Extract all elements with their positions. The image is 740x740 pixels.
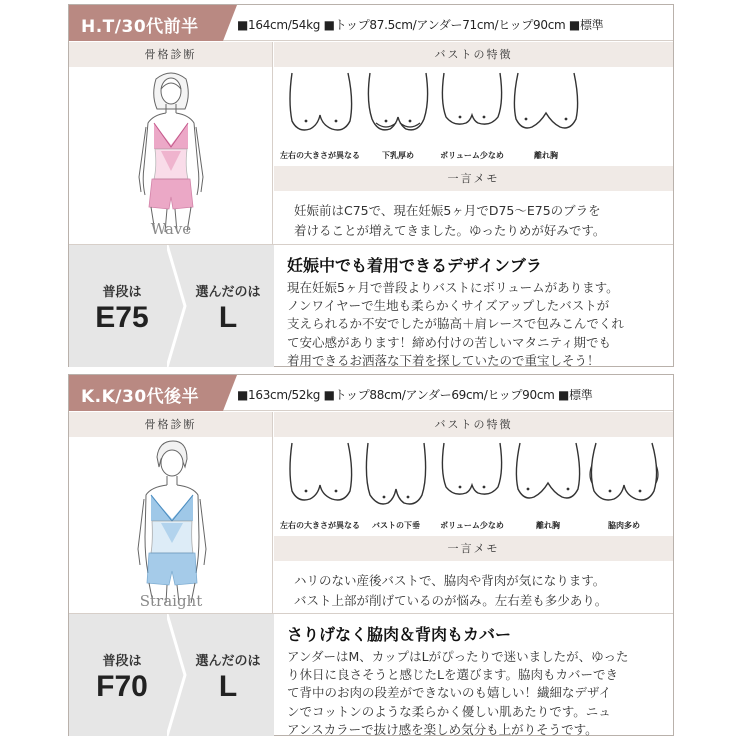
size-panel [69,245,274,367]
review-line: 現在妊娠5ヶ月で普段よりバストにボリュームがあります。 [287,280,619,295]
profile-name: H.T/30代前半 [81,17,199,37]
bust-illustrations [274,67,673,166]
memo-heading: 一言メモ [274,536,673,561]
profile-name: K.K/30代後半 [81,387,200,407]
review-line: ンでコットンのような柔らかく優しい肌あたりです。ニュ [287,703,611,719]
size-review-section [69,244,673,367]
memo-line: 着けることが増えてきました。ゆったりめが好みです。 [294,223,606,238]
bust-icon [510,71,582,153]
chosen-size-value: L [218,301,238,334]
bust-trait-label: 下乳厚め [382,151,414,160]
review-body [287,648,667,739]
chosen-size-value: L [218,670,238,703]
bust-column [274,412,673,613]
review [287,622,667,739]
review-line: アンスカラーで抜け感を楽しめ気分も上がりそうです。 [287,721,598,737]
profile-card-1 [68,4,674,367]
review-title: さりげなく脇肉＆背肉もカバー [287,625,512,644]
memo-line: ハリのない産後バストで、脇肉や背肉が気になります。 [294,573,606,588]
review-line: ノンワイヤーで生地も柔らかくサイズアップしたバストが [287,298,610,314]
skeleton-column [69,412,273,613]
bust-trait-label: 脇肉多め [608,521,640,530]
skeleton-heading: 骨格診断 [69,42,272,67]
review-line: アンダーはM、カップはLがぴったりで迷いましたが、ゆった [287,649,629,664]
name-tab [69,5,223,41]
memo-text [274,191,673,241]
review-line: 支えられるか不安でしたが脇高＋肩レースで包みこんでくれ [287,316,624,332]
bust-column [274,42,673,244]
bust-heading: バストの特徴 [274,42,673,67]
size-panel [69,614,274,736]
body-figure [69,437,272,611]
chevron-right-icon [167,245,187,367]
body-spec: ■163cm/52kg ■トップ88cm/アンダー69cm/ヒップ90cm ■標準 [237,388,593,402]
chosen-size-label: 選んだのは [195,654,261,669]
skeleton-heading: 骨格診断 [69,412,272,437]
skeleton-type: Straight [139,592,203,610]
bust-icon [436,441,508,523]
review-body [287,279,667,370]
usual-size-value: E75 [95,301,149,334]
bust-trait-label: バストの下垂 [372,521,420,530]
skeleton-type: Wave [150,220,192,238]
profile-header [69,375,673,411]
review-line: て安心感があります！締め付けの苦しいマタニティ期でも [287,334,612,350]
woman-figure-illustration [69,67,273,244]
usual-size-value: F70 [96,670,148,703]
bust-icon [284,441,356,523]
bust-icon [588,441,660,523]
memo-heading: 一言メモ [274,166,673,191]
profile-card-2 [68,374,674,736]
bust-trait-label: 離れ胸 [534,151,558,160]
usual-size-label: 普段は [102,654,142,669]
bust-trait-label: 左右の大きさが異なる [280,151,360,160]
skeleton-column [69,42,273,244]
name-tab [69,375,223,411]
review-line: て背中のお肉の段差ができないのも嬉しい！繊細なデザイ [287,685,612,701]
review-line: 着用できるお洒落な下着を探していたので重宝しそう！ [287,352,600,368]
review [287,253,667,370]
bust-trait-label: ボリューム少なめ [440,521,504,530]
review-line: り休日に良さそうと感じたLを選びます。脇肉もカバーでき [287,667,618,683]
review-title: 妊娠中でも着用できるデザインブラ [287,256,542,275]
memo-line: 妊娠前はC75で、現在妊娠5ヶ月でD75～E75のブラを [294,203,601,218]
chevron-right-icon [167,614,187,736]
profile-header [69,5,673,41]
bust-trait-label: 左右の大きさが異なる [280,521,360,530]
bust-icon [362,71,434,153]
bust-trait-label: ボリューム少なめ [440,151,504,160]
bust-icon [512,441,584,523]
bust-icon [436,71,508,153]
woman-figure-illustration [69,437,273,614]
bust-icon [284,71,356,153]
bust-icon [360,441,432,523]
bust-trait-label: 離れ胸 [536,521,560,530]
chosen-size-label: 選んだのは [195,285,261,300]
size-review-section [69,613,673,736]
body-spec: ■164cm/54kg ■トップ87.5cm/アンダー71cm/ヒップ90cm ■標準 [237,18,604,32]
bust-heading: バストの特徴 [274,412,673,437]
body-figure [69,67,272,241]
memo-line: バスト上部が削げているのが悩み。左右差も多少あり。 [294,593,608,608]
memo-text [274,561,673,611]
usual-size-label: 普段は [102,285,142,300]
bust-illustrations [274,437,673,536]
